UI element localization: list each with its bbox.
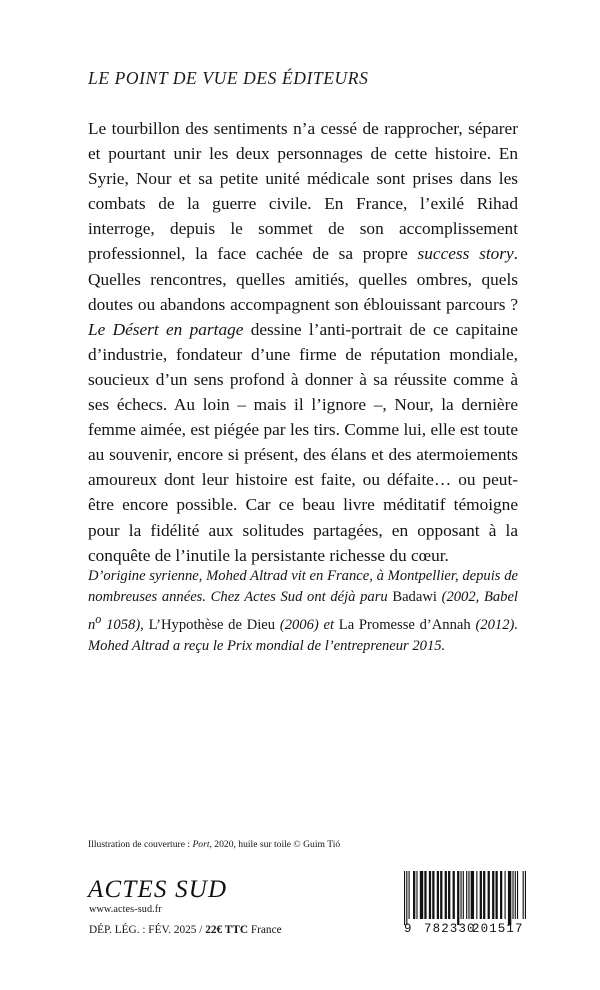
blurb-text-part-3: dessine l’anti-portrait de ce capitaine d’industrie, fondateur d’une firme de réputation mondiale, soucieux d’un sens profond à donner à sa réussite comme à ses échecs. Au loin – mais il l’ignore –, Nour, la dernière femme aimée, est piégée par les tirs. Comme lui, elle est toute au souvenir, encore si présent, des élans et des atermoiements amoureux dont leur histoire est faite, ou défaite… ou peut-être encore possible. Car ce beau livre méditatif témoigne pour la fidélité aux solitudes partagées, en opposant à la conquête de l’inutile la persistante richesse du cœur. bbox=[88, 319, 518, 565]
credit-suffix-label: , 2020, huile sur toile © Guim Tió bbox=[209, 839, 341, 850]
barcode-lead-digit: 9 bbox=[404, 922, 413, 936]
credit-artwork-title: Port bbox=[192, 839, 210, 850]
barcode-left-group: 782330 bbox=[424, 922, 476, 936]
barcode-right-group: 201517 bbox=[472, 922, 524, 936]
blurb-italic-book-title: Le Désert en partage bbox=[88, 319, 244, 339]
author-biography-paragraph bbox=[88, 566, 518, 657]
blurb-text-part-2: . Quelles rencontres, quelles amitiés, quelles ombres, quels doutes ou abandons accompagnent son éblouissant parcours ? bbox=[88, 244, 518, 314]
price-region-label: France bbox=[248, 924, 282, 936]
publisher-logo: ACTES SUD bbox=[88, 876, 228, 903]
ean13-barcode bbox=[404, 871, 526, 941]
publisher-website-link[interactable]: www.actes-sud.fr bbox=[89, 904, 162, 915]
legal-deposit-and-price bbox=[89, 924, 282, 936]
legal-deposit-label: DÉP. LÉG. : FÉV. 2025 / bbox=[89, 924, 206, 936]
price-label: 22€ TTC bbox=[205, 924, 249, 936]
bio-book-title-promesse: La Promesse d’Annah bbox=[338, 616, 471, 633]
footer-credit-block bbox=[88, 838, 518, 851]
bio-text-part-1: D’origine syrienne, Mohed Altrad vit en France, à Montpellier, depuis de nombreuses années. Chez Actes Sud ont déjà paru bbox=[88, 568, 518, 606]
bio-text-part-2: (2002, Babel n bbox=[88, 589, 518, 633]
bio-book-title-hypothese: L’Hypothèse de Dieu bbox=[148, 616, 276, 633]
bio-numero-superscript: o bbox=[95, 611, 102, 626]
barcode-digits bbox=[404, 922, 526, 938]
page-title: LE POINT DE VUE DES ÉDITEURS bbox=[88, 68, 369, 88]
bio-text-part-4: (2012). Mohed Altrad a reçu le Prix mondial de l’entrepreneur 2015. bbox=[88, 616, 518, 655]
bio-text-part-3: (2006) et bbox=[275, 616, 339, 633]
cover-illustration-credit bbox=[88, 838, 518, 851]
publisher-blurb-paragraph bbox=[88, 116, 518, 568]
bio-book-title-badawi: Badawi bbox=[392, 589, 437, 606]
bio-text-part-2b: 1058), bbox=[101, 616, 149, 633]
blurb-text-part-1: Le tourbillon des sentiments n’a cessé de rapprocher, séparer et pourtant unir les deux personnages de cette histoire. En Syrie, Nour et sa petite unité médicale sont prises dans les combats de la guerre civile. En France, l’exilé Rihad interroge, depuis le sommet de son accomplissement professionnel, la face cachée de sa propre bbox=[88, 119, 518, 264]
blurb-italic-success-story: success story bbox=[417, 244, 514, 264]
credit-prefix-label: Illustration de couverture : bbox=[88, 839, 193, 850]
barcode-bars-graphic bbox=[404, 871, 526, 925]
